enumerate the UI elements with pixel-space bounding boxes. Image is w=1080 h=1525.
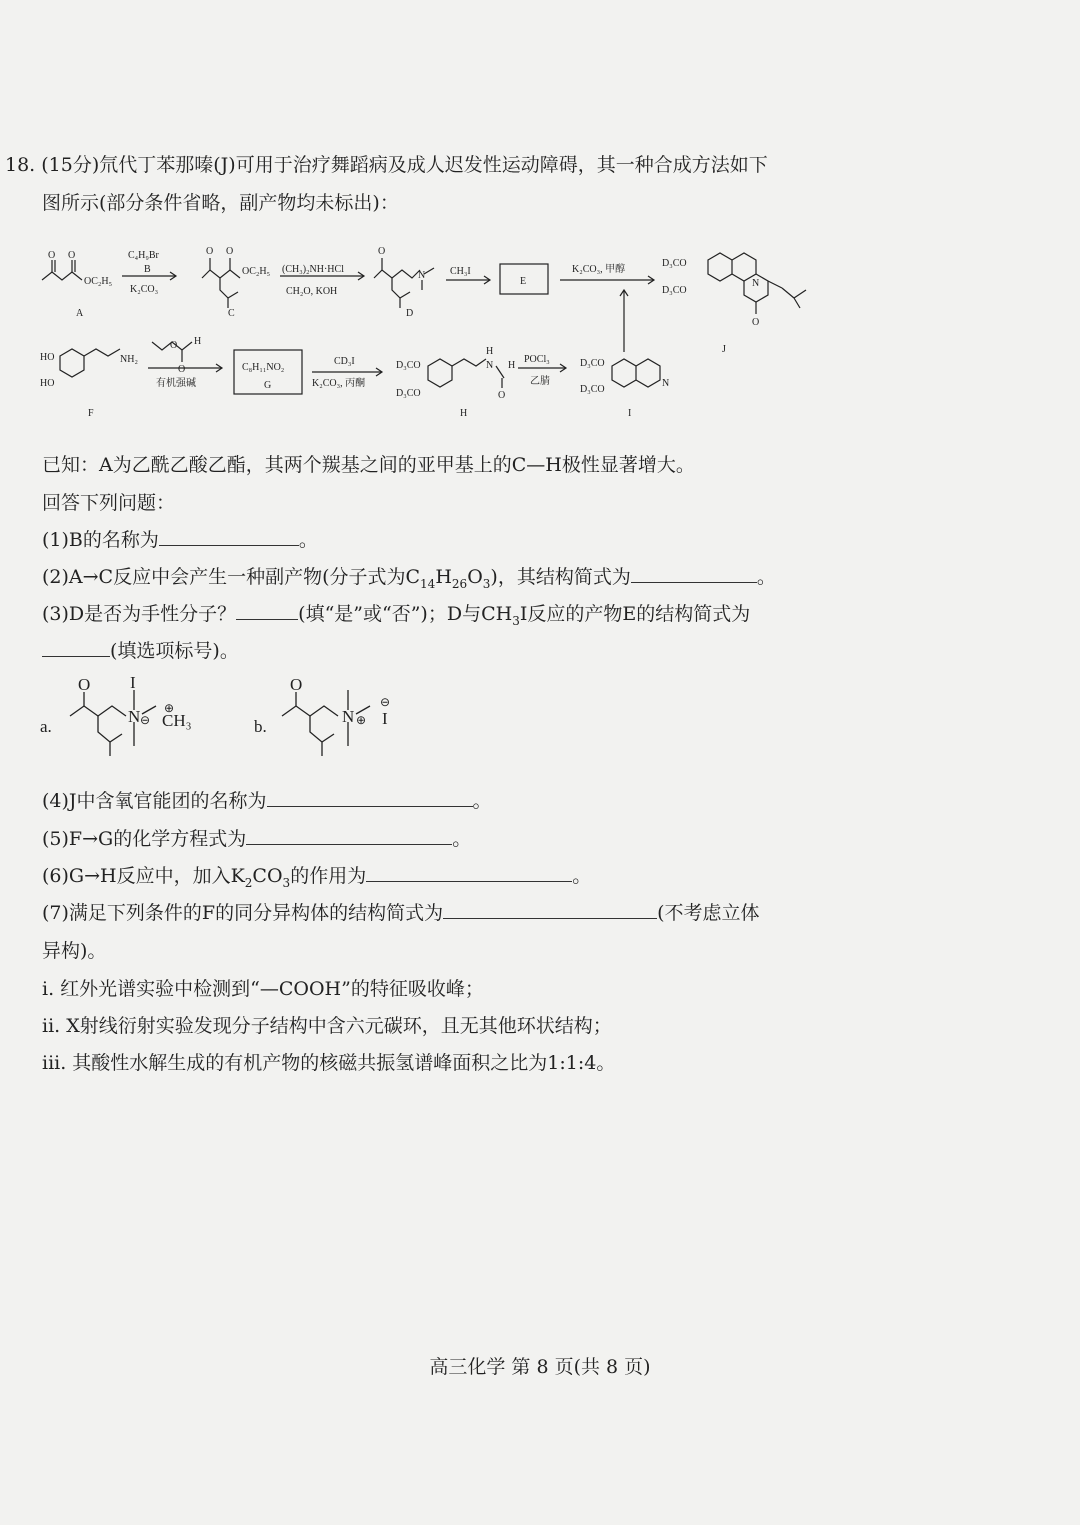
question-3-text-e: (填选项标号)。: [110, 640, 239, 662]
scheme-j-label: J: [722, 344, 726, 355]
scheme-j-n: N: [752, 278, 760, 289]
option-a-o: O: [78, 676, 91, 694]
scheme-reagent1-bot: K₂CO₃: [130, 284, 159, 295]
answer-blank-2[interactable]: [631, 564, 757, 583]
scheme-a-o2: O: [68, 250, 76, 261]
answer-blank-3b[interactable]: [42, 638, 110, 657]
question-5-period: 。: [452, 828, 472, 850]
scheme-reagent3: CH₃I: [450, 266, 471, 277]
scheme-d-n: N: [418, 270, 426, 281]
option-b-n: N: [342, 707, 355, 726]
scheme-formate-o2: O: [178, 364, 186, 375]
scheme-reagent1-top: C₄H₉Br: [128, 250, 159, 261]
question-4-period: 。: [472, 790, 492, 812]
question-2-text-o: O: [467, 566, 483, 588]
question-6-period: 。: [572, 865, 592, 887]
scheme-formate-o1: O: [170, 340, 178, 351]
scheme-h-n: N: [486, 360, 494, 371]
scheme-a-o1: O: [48, 250, 56, 261]
scheme-c-o1: O: [206, 246, 214, 257]
option-a-n: N: [128, 707, 141, 726]
question-5-text: (5)F→G的化学方程式为: [42, 828, 247, 850]
question-6: [42, 863, 591, 896]
option-b-i: I: [382, 709, 388, 728]
page-footer: 高三化学 第 8 页(共 8 页): [429, 1356, 651, 1378]
question-3-sub-3: 3: [512, 613, 520, 628]
question-1: [42, 527, 318, 553]
question-4: [42, 788, 492, 814]
instruction-text: 回答下列问题：: [42, 492, 176, 514]
question-3-text-d: I反应的产物E的结构简式为: [519, 603, 751, 625]
scheme-i-label: I: [628, 408, 632, 419]
scheme-a-label: A: [76, 308, 84, 319]
answer-blank-7[interactable]: [443, 900, 657, 919]
question-7: [42, 900, 760, 926]
scheme-d-label: D: [406, 308, 414, 319]
scheme-h-o: O: [498, 390, 506, 401]
scheme-reagent7-bot: 乙腈: [530, 376, 550, 387]
question-1-period: 。: [298, 529, 318, 551]
scheme-reagent4: K₂CO₃, 甲醇: [572, 264, 626, 275]
scheme-g-formula: C₈H₁₁NO₂: [242, 362, 285, 373]
condition-1: i. 红外光谱实验中检测到“—COOH”的特征吸收峰；: [42, 978, 484, 1000]
scheme-a-sub: OC₂H₅: [84, 276, 113, 287]
scheme-reagent6-bot: K₂CO₃, 丙酮: [312, 378, 366, 389]
scheme-h-label: H: [460, 408, 468, 419]
scheme-j-o: O: [752, 317, 760, 328]
option-b-label: b.: [254, 717, 267, 736]
answer-blank-5[interactable]: [246, 826, 452, 845]
answer-blank-4[interactable]: [267, 788, 473, 807]
question-2: [42, 564, 776, 597]
question-3-text-b: (填“是”或“否”)；D与CH: [298, 603, 513, 625]
question-3: [42, 601, 750, 634]
question-7-text-b: (不考虑立体: [657, 902, 760, 924]
answer-blank-3a[interactable]: [236, 601, 298, 620]
answer-blank-6[interactable]: [366, 863, 572, 882]
scheme-reagent2-bot: CH₂O, KOH: [286, 286, 338, 297]
question-2-text-a: (2)A→C反应中会产生一种副产物(分子式为C: [42, 566, 421, 588]
scheme-f-ho1: HO: [40, 352, 55, 363]
question-2-sub-26: 26: [451, 576, 468, 591]
scheme-i-n: N: [662, 378, 670, 389]
scheme-i-d3co-1: D₃CO: [580, 358, 605, 369]
scheme-reagent7-top: POCl₃: [524, 354, 550, 365]
option-b-plus: ⊕: [356, 713, 367, 727]
option-a-i: I: [130, 676, 136, 692]
option-a-plus: ⊕: [164, 701, 175, 715]
synthesis-scheme: [30, 238, 820, 428]
scheme-reagent5: 有机强碱: [156, 378, 196, 389]
option-structures: [30, 676, 470, 776]
scheme-c-o2: O: [226, 246, 234, 257]
scheme-h-d3co-2: D₃CO: [396, 388, 421, 399]
question-7-text-a: (7)满足下列条件的F的同分异构体的结构简式为: [42, 902, 444, 924]
scheme-e-box: E: [520, 276, 527, 287]
condition-2: ii. X射线衍射实验发现分子结构中含六元碳环，且无其他环状结构；: [42, 1015, 612, 1037]
question-line-2: 图所示(部分条件省略，副产物均未标出)：: [42, 192, 399, 214]
scheme-f-ho2: HO: [40, 378, 55, 389]
scheme-h-d3co-1: D₃CO: [396, 360, 421, 371]
question-2-sub-3: 3: [482, 576, 491, 591]
scheme-c-sub: OC₂H₅: [242, 266, 271, 277]
question-6-text-co: CO: [252, 865, 283, 887]
question-2-period: 。: [756, 566, 776, 588]
option-b-o: O: [290, 676, 303, 694]
scheme-reagent2-top: (CH₃)₂NH·HCl: [282, 264, 344, 275]
scheme-d-o: O: [378, 246, 386, 257]
scheme-f-label: F: [88, 408, 94, 419]
question-2-sub-14: 14: [420, 576, 436, 591]
option-a-minus: ⊖: [140, 713, 151, 727]
option-a-ch3: CH₃: [162, 711, 192, 730]
question-6-text-a: (6)G→H反应中，加入K: [42, 865, 245, 887]
question-1-text: (1)B的名称为: [42, 529, 159, 551]
option-a-label: a.: [40, 717, 52, 736]
scheme-reagent1-mid: B: [144, 264, 151, 275]
question-2-text-h: H: [435, 566, 452, 588]
question-3-text-a: (3)D是否为手性分子？: [42, 603, 237, 625]
scheme-j-d3co-1: D₃CO: [662, 258, 687, 269]
known-text: 已知：A为乙酰乙酸乙酯，其两个羰基之间的亚甲基上的C—H极性显著增大。: [42, 454, 695, 476]
question-line-1: 18. (15分)氘代丁苯那嗪(J)可用于治疗舞蹈病及成人迟发性运动障碍，其一种合成方法如下: [5, 154, 768, 176]
scheme-formate-h: H: [194, 336, 202, 347]
question-7-line-2: 异构)。: [42, 940, 107, 962]
question-4-text: (4)J中含氧官能团的名称为: [42, 790, 267, 812]
scheme-j-d3co-2: D₃CO: [662, 285, 687, 296]
scheme-h-nh: H: [486, 346, 494, 357]
option-b-minus: ⊖: [380, 695, 391, 709]
question-5: [42, 826, 471, 852]
scheme-c-label: C: [228, 308, 235, 319]
answer-blank-1[interactable]: [159, 527, 299, 546]
scheme-f-nh2: NH₂: [120, 354, 138, 365]
question-6-sub-2: 2: [244, 875, 253, 890]
scheme-h-h: H: [508, 360, 516, 371]
scheme-g-label: G: [264, 380, 272, 391]
condition-3: iii. 其酸性水解生成的有机产物的核磁共振氢谱峰面积之比为1:1:4。: [42, 1052, 616, 1074]
question-2-text-g: )，其结构简式为: [490, 566, 631, 588]
question-6-sub-3: 3: [282, 875, 291, 890]
scheme-reagent6-top: CD₃I: [334, 356, 355, 367]
question-6-text-e: 的作用为: [290, 865, 367, 887]
scheme-i-d3co-2: D₃CO: [580, 384, 605, 395]
question-3-line-2: [42, 638, 239, 664]
